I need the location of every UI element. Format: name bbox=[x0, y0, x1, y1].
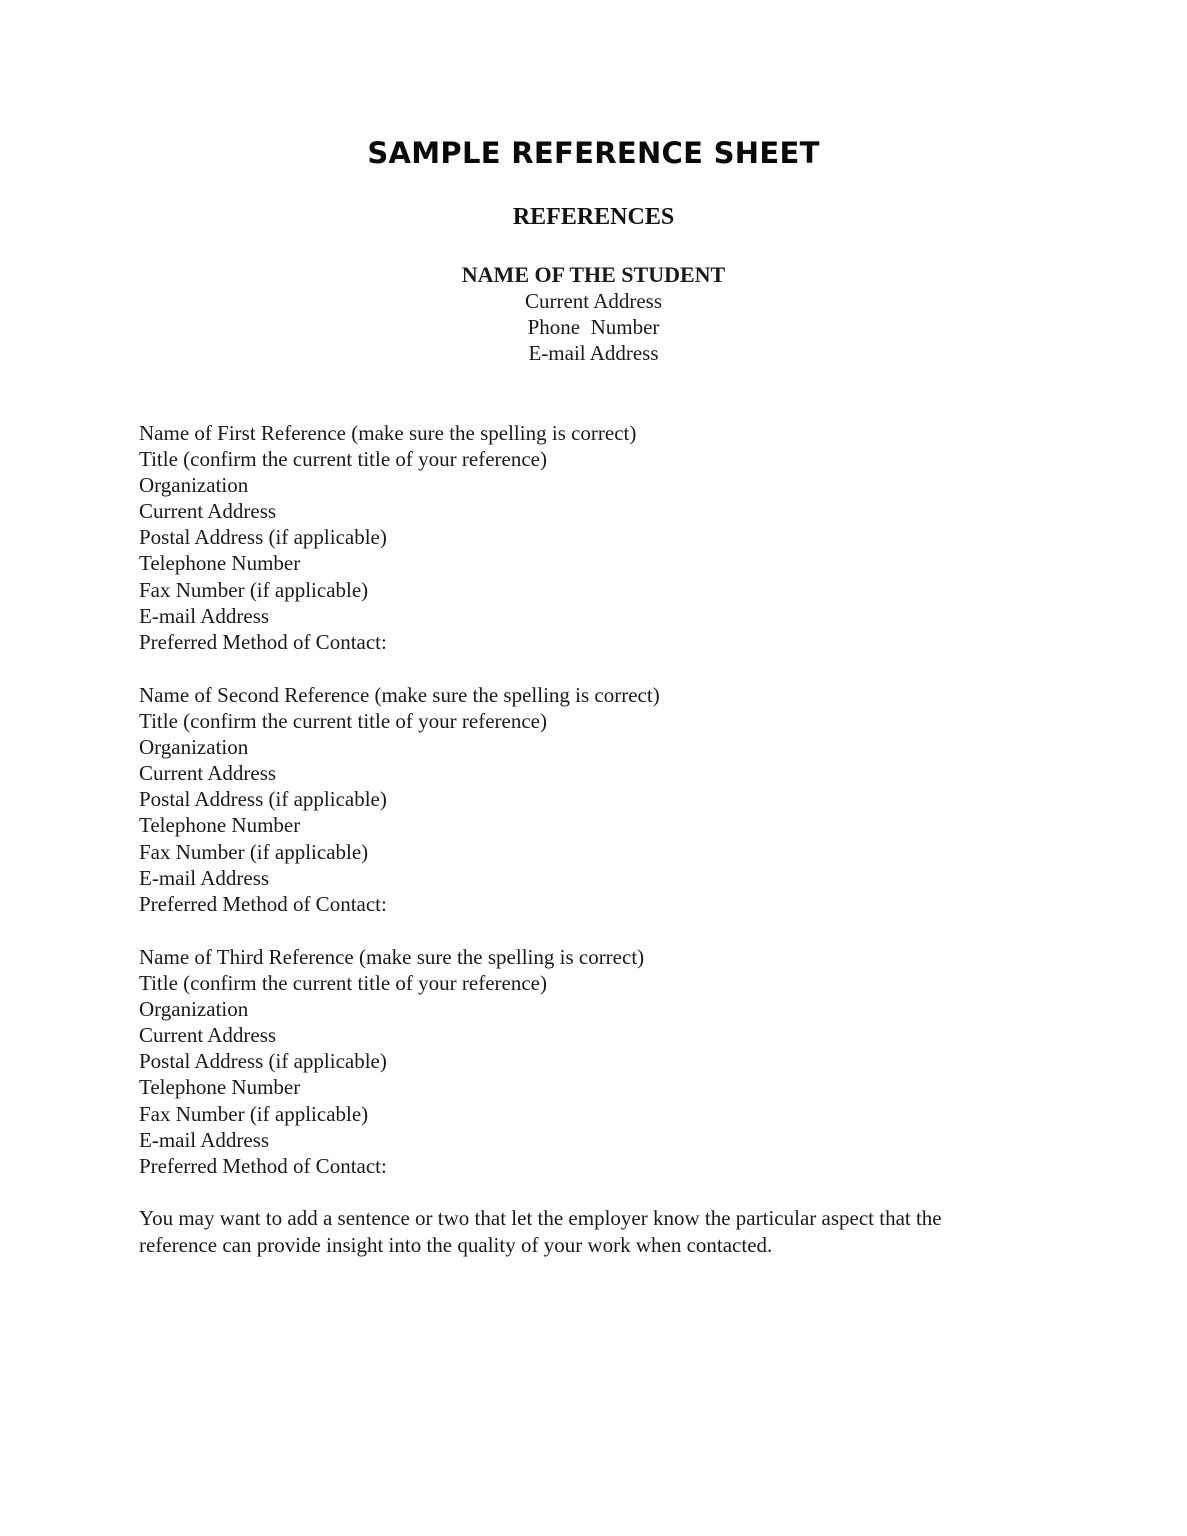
reference-email-line: E-mail Address bbox=[139, 603, 270, 628]
student-current-address: Current Address bbox=[524, 289, 663, 313]
reference-postal-address-line: Postal Address (if applicable) bbox=[139, 787, 387, 812]
reference-current-address-line: Current Address bbox=[139, 1023, 277, 1048]
reference-postal-address-line: Postal Address (if applicable) bbox=[139, 1049, 387, 1074]
reference-email-line: E-mail Address bbox=[139, 865, 270, 890]
reference-fax-line: Fax Number (if applicable) bbox=[139, 1101, 369, 1126]
reference-title-line: Title (confirm the current title of your reference) bbox=[139, 447, 547, 472]
reference-title-line: Title (confirm the current title of your reference) bbox=[139, 709, 547, 734]
reference-telephone-line: Telephone Number bbox=[139, 813, 301, 838]
reference-fax-line: Fax Number (if applicable) bbox=[139, 839, 369, 864]
reference-name-line: Name of Second Reference (make sure the spelling is correct) bbox=[139, 683, 660, 707]
reference-organization-line: Organization bbox=[139, 997, 249, 1022]
closing-note-line: You may want to add a sentence or two that let the employer know the particular aspect that the bbox=[139, 1206, 942, 1230]
reference-current-address-line: Current Address bbox=[139, 761, 277, 786]
reference-current-address-line: Current Address bbox=[139, 499, 277, 524]
section-heading-references: REFERENCES bbox=[512, 204, 675, 230]
student-name: NAME OF THE STUDENT bbox=[461, 262, 726, 287]
student-email-address: E-mail Address bbox=[528, 341, 659, 365]
reference-postal-address-line: Postal Address (if applicable) bbox=[139, 525, 387, 550]
student-contact-block bbox=[0, 262, 1187, 366]
reference-preferred-contact-line: Preferred Method of Contact: bbox=[139, 1153, 387, 1178]
document-title: SAMPLE REFERENCE SHEET bbox=[367, 136, 820, 170]
student-phone-number: Phone Number bbox=[527, 315, 660, 339]
closing-note bbox=[139, 1205, 1039, 1259]
reference-fax-line: Fax Number (if applicable) bbox=[139, 577, 369, 602]
closing-note-line: reference can provide insight into the quality of your work when contacted. bbox=[139, 1233, 773, 1257]
reference-organization-line: Organization bbox=[139, 735, 249, 760]
reference-telephone-line: Telephone Number bbox=[139, 551, 301, 576]
reference-name-line: Name of Third Reference (make sure the spelling is correct) bbox=[139, 945, 645, 969]
reference-preferred-contact-line: Preferred Method of Contact: bbox=[139, 629, 387, 654]
reference-email-line: E-mail Address bbox=[139, 1127, 270, 1152]
reference-title-line: Title (confirm the current title of your reference) bbox=[139, 971, 547, 996]
reference-block-second bbox=[139, 682, 660, 917]
reference-telephone-line: Telephone Number bbox=[139, 1075, 301, 1100]
reference-name-line: Name of First Reference (make sure the spelling is correct) bbox=[139, 421, 637, 445]
reference-organization-line: Organization bbox=[139, 473, 249, 498]
reference-block-third bbox=[139, 944, 644, 1179]
reference-preferred-contact-line: Preferred Method of Contact: bbox=[139, 891, 387, 916]
reference-block-first bbox=[139, 420, 636, 655]
